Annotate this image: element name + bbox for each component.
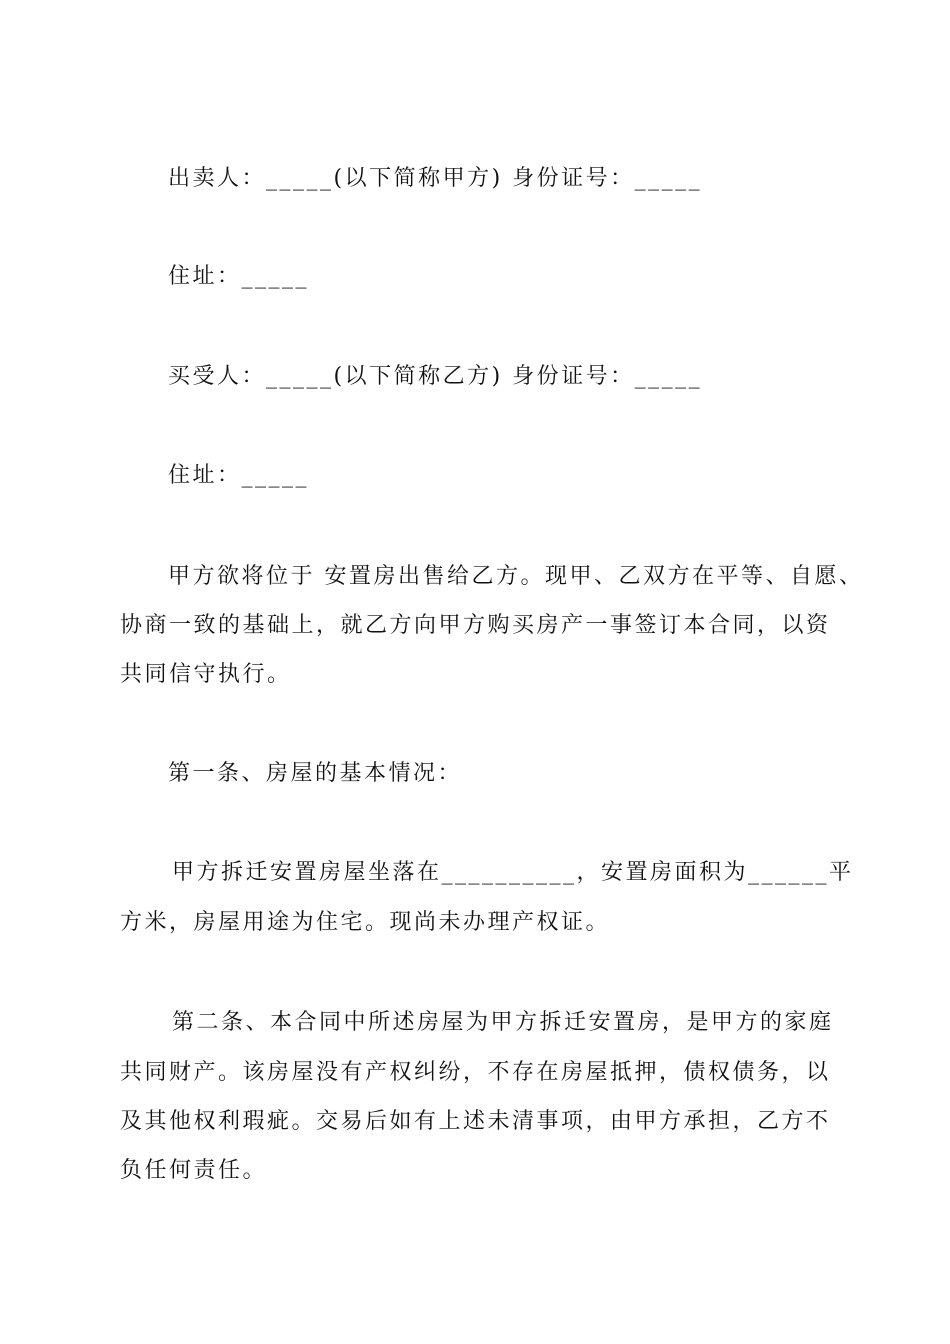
- article-1-line-2: 方米，房屋用途为住宅。现尚未办理产权证。: [120, 910, 611, 935]
- seller-line: 出卖人：_____(以下简称甲方) 身份证号：_____: [168, 166, 703, 191]
- article-1-line-1: 甲方拆迁安置房屋坐落在__________，安置房面积为______平: [172, 860, 854, 885]
- seller-address: 住址：_____: [168, 264, 310, 289]
- article-2-line-3: 及其他权利瑕疵。交易后如有上述未清事项，由甲方承担，乙方不: [120, 1109, 831, 1134]
- buyer-address: 住址：_____: [168, 463, 310, 488]
- intro-line-3: 共同信守执行。: [120, 662, 292, 687]
- article-2-line-4: 负任何责任。: [120, 1158, 268, 1183]
- article-2-line-2: 共同财产。该房屋没有产权纠纷，不存在房屋抵押，债权债务，以: [120, 1060, 831, 1085]
- intro-line-1: 甲方欲将位于 安置房出售给乙方。现甲、乙双方在平等、自愿、: [168, 564, 864, 589]
- article-1-title: 第一条、房屋的基本情况：: [168, 761, 463, 786]
- buyer-line: 买受人：_____(以下简称乙方) 身份证号：_____: [168, 364, 703, 389]
- article-2-line-1: 第二条、本合同中所述房屋为甲方拆迁安置房，是甲方的家庭: [172, 1010, 834, 1035]
- intro-line-2: 协商一致的基础上，就乙方向甲方购买房产一事签订本合同，以资: [120, 613, 831, 638]
